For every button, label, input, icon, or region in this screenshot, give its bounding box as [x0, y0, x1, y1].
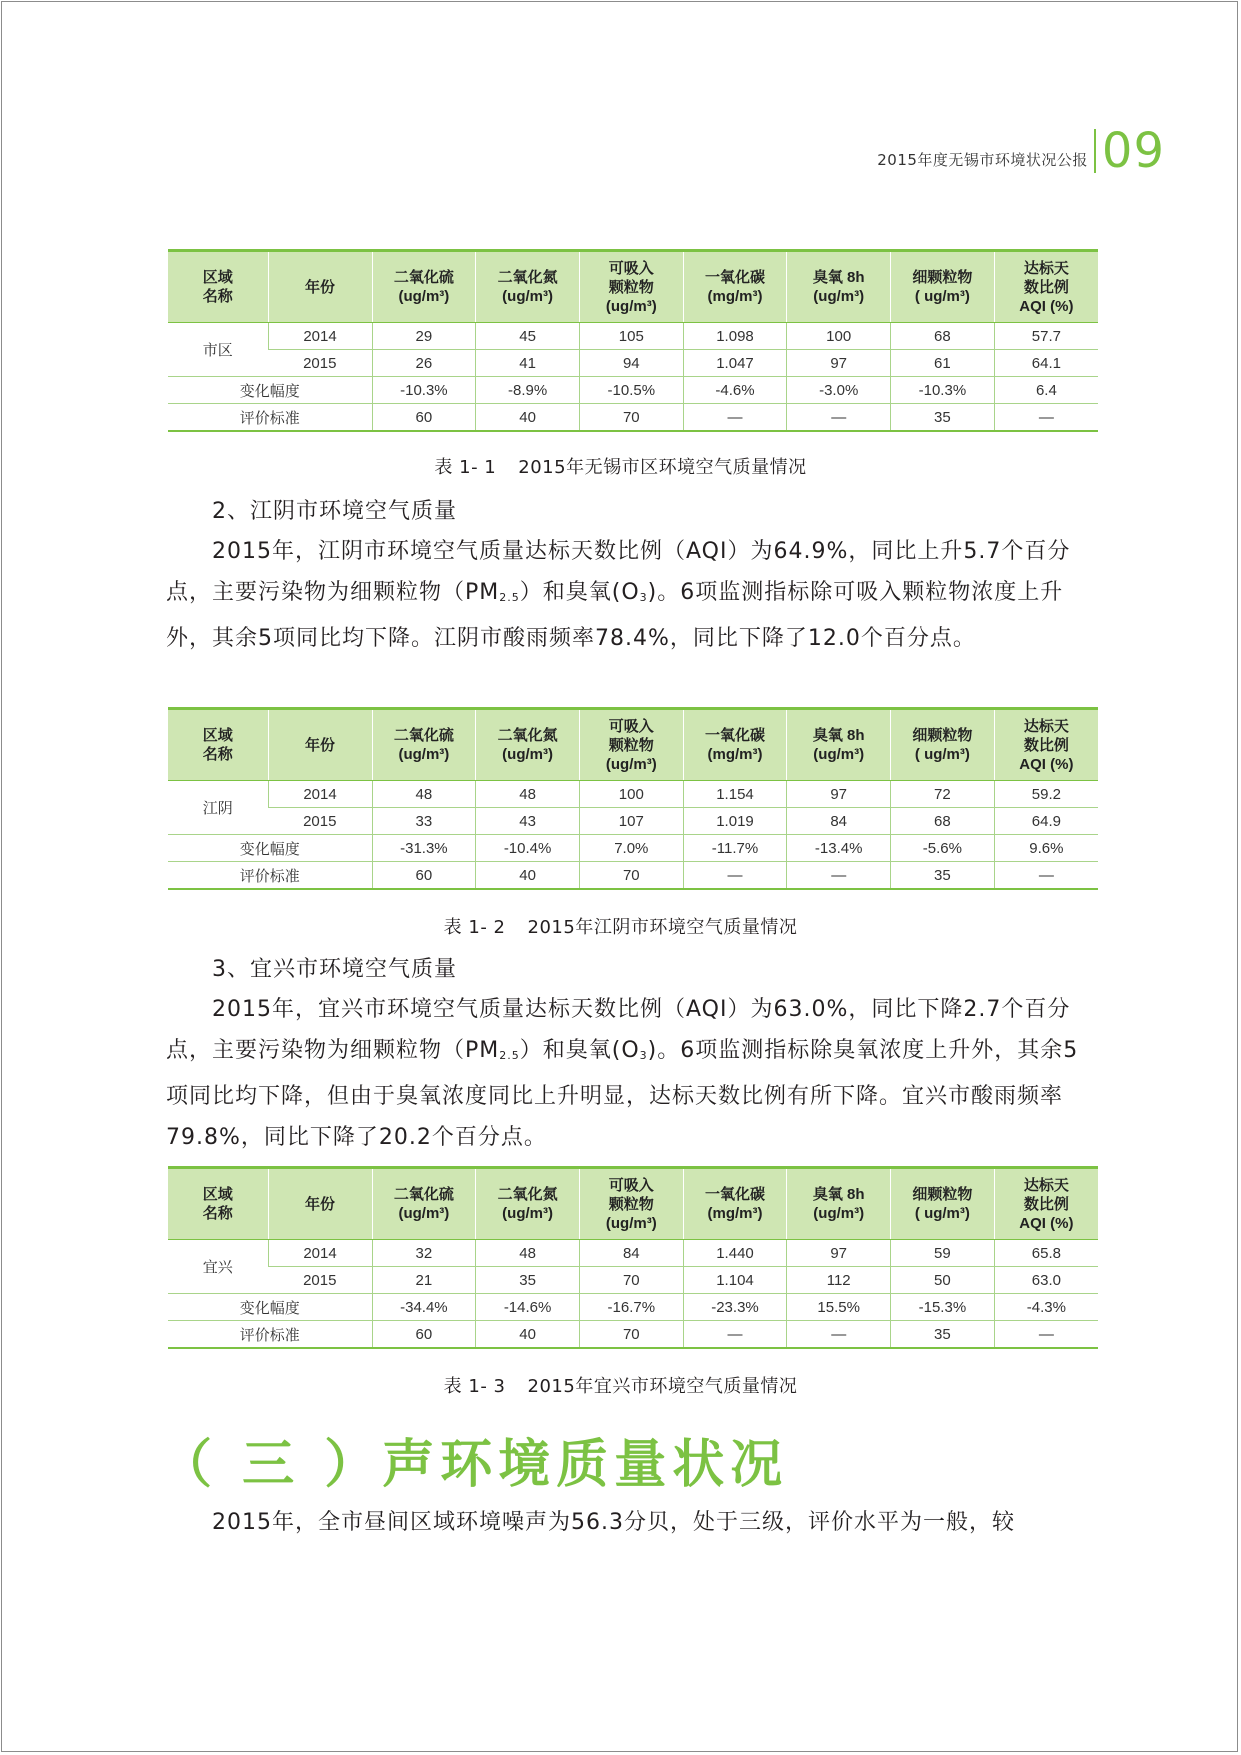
- year-cell: 2015: [268, 350, 372, 377]
- header-aqi: 达标天 数比例 AQI (%): [994, 1168, 1098, 1240]
- value-cell: 70: [579, 1267, 683, 1294]
- value-cell: 15.5%: [787, 1294, 891, 1321]
- value-cell: —: [994, 862, 1098, 890]
- table-header-row: [168, 251, 1098, 323]
- value-cell: 1.047: [683, 350, 787, 377]
- standard-row: [168, 404, 1098, 432]
- paragraph-jiangyin: 2015年，江阴市环境空气质量达标天数比例（AQI）为64.9%，同比上升5.7个百分点，主要污染物为细颗粒物$(PM_{2.5})$和臭氧$(O_3)$。6项监测指标除可吸入颗粒物浓度上升外，其余5项同比均下降。江阴市酸雨频率78.4%，同比下降了12.0个百分点。: [166, 539, 1071, 651]
- change-row: [168, 1294, 1098, 1321]
- air-quality-table-jiangyin: [168, 707, 1098, 890]
- value-cell: 72: [891, 781, 995, 808]
- section-title-noise: （ 三 ）声环境质量状况: [160, 1435, 789, 1495]
- value-cell: 6.4: [994, 377, 1098, 404]
- header-year: 年份: [268, 1168, 372, 1240]
- value-cell: -10.5%: [579, 377, 683, 404]
- value-cell: 48: [476, 781, 580, 808]
- value-cell: 35: [891, 862, 995, 890]
- header-region: 区域 名称: [168, 709, 268, 781]
- header-so2: 二氧化硫 (ug/m³): [372, 709, 476, 781]
- header-year: 年份: [268, 709, 372, 781]
- value-cell: 100: [579, 781, 683, 808]
- page-header: [877, 123, 1165, 179]
- header-aqi: 达标天 数比例 AQI (%): [994, 709, 1098, 781]
- value-cell: 64.9: [994, 808, 1098, 835]
- value-cell: 1.154: [683, 781, 787, 808]
- value-cell: —: [787, 404, 891, 432]
- value-cell: 59.2: [994, 781, 1098, 808]
- header-pm25: 细颗粒物 ( ug/m³): [891, 251, 995, 323]
- value-cell: 100: [787, 323, 891, 350]
- value-cell: —: [683, 404, 787, 432]
- header-o3: 臭氧 8h (ug/m³): [787, 709, 891, 781]
- header-region: 区域 名称: [168, 251, 268, 323]
- table-header-row: [168, 709, 1098, 781]
- value-cell: 35: [476, 1267, 580, 1294]
- region-cell: 江阴: [168, 781, 268, 835]
- value-cell: -10.4%: [476, 835, 580, 862]
- page-number: 09: [1101, 123, 1165, 179]
- value-cell: -34.4%: [372, 1294, 476, 1321]
- header-pm10: 可吸入 颗粒物 (ug/m³): [579, 251, 683, 323]
- header-co: 一氧化碳 (mg/m³): [683, 1168, 787, 1240]
- value-cell: —: [683, 862, 787, 890]
- value-cell: 50: [891, 1267, 995, 1294]
- section-heading-yixing: 3、宜兴市环境空气质量: [212, 957, 457, 982]
- value-cell: 7.0%: [579, 835, 683, 862]
- air-quality-table-yixing: [168, 1166, 1098, 1349]
- value-cell: 65.8: [994, 1240, 1098, 1267]
- value-cell: 35: [891, 404, 995, 432]
- paragraph-noise: 2015年，全市昼间区域环境噪声为56.3分贝，处于三级，评价水平为一般，较: [212, 1510, 1015, 1535]
- header-pm10: 可吸入 颗粒物 (ug/m³): [579, 1168, 683, 1240]
- change-label: 变化幅度: [168, 835, 372, 862]
- value-cell: 40: [476, 404, 580, 432]
- value-cell: —: [787, 862, 891, 890]
- table-row: [168, 1240, 1098, 1267]
- table-row: [168, 350, 1098, 377]
- value-cell: 97: [787, 1240, 891, 1267]
- value-cell: 70: [579, 404, 683, 432]
- change-row: [168, 377, 1098, 404]
- value-cell: —: [994, 1321, 1098, 1349]
- value-cell: 1.440: [683, 1240, 787, 1267]
- value-cell: -13.4%: [787, 835, 891, 862]
- header-no2: 二氧化氮 (ug/m³): [476, 251, 580, 323]
- value-cell: 70: [579, 862, 683, 890]
- value-cell: -23.3%: [683, 1294, 787, 1321]
- air-quality-table-urban: [168, 249, 1098, 432]
- paragraph-yixing: 2015年，宜兴市环境空气质量达标天数比例（AQI）为63.0%，同比下降2.7个百分点，主要污染物为细颗粒物$(PM_{2.5})$和臭氧$(O_3)$。6项监测指标除臭氧浓度上升外，其余5项同比均下降，但由于臭氧浓度同比上升明显，达标天数比例有所下降。宜兴市酸雨频率79.8%，同比下降了20.2个百分点。: [166, 997, 1079, 1150]
- report-title: 2015年度无锡市环境状况公报: [877, 150, 1088, 169]
- header-pm25: 细颗粒物 ( ug/m³): [891, 709, 995, 781]
- standard-row: [168, 1321, 1098, 1349]
- value-cell: 43: [476, 808, 580, 835]
- value-cell: 41: [476, 350, 580, 377]
- value-cell: 84: [579, 1240, 683, 1267]
- value-cell: 60: [372, 862, 476, 890]
- value-cell: -16.7%: [579, 1294, 683, 1321]
- standard-label: 评价标准: [168, 1321, 372, 1349]
- year-cell: 2015: [268, 808, 372, 835]
- standard-row: [168, 862, 1098, 890]
- value-cell: 32: [372, 1240, 476, 1267]
- table-row: [168, 1267, 1098, 1294]
- value-cell: 107: [579, 808, 683, 835]
- value-cell: 1.104: [683, 1267, 787, 1294]
- value-cell: 97: [787, 781, 891, 808]
- value-cell: 60: [372, 1321, 476, 1349]
- standard-label: 评价标准: [168, 404, 372, 432]
- value-cell: -3.0%: [787, 377, 891, 404]
- header-so2: 二氧化硫 (ug/m³): [372, 1168, 476, 1240]
- value-cell: —: [787, 1321, 891, 1349]
- table-caption-3: 表 1- 3 2015年宜兴市环境空气质量情况: [443, 1376, 798, 1397]
- table-header-row: [168, 1168, 1098, 1240]
- value-cell: 29: [372, 323, 476, 350]
- value-cell: 105: [579, 323, 683, 350]
- value-cell: 60: [372, 404, 476, 432]
- table-row: [168, 781, 1098, 808]
- header-year: 年份: [268, 251, 372, 323]
- value-cell: 35: [891, 1321, 995, 1349]
- value-cell: 59: [891, 1240, 995, 1267]
- header-aqi: 达标天 数比例 AQI (%): [994, 251, 1098, 323]
- header-pm25: 细颗粒物 ( ug/m³): [891, 1168, 995, 1240]
- value-cell: —: [994, 404, 1098, 432]
- value-cell: 61: [891, 350, 995, 377]
- value-cell: 68: [891, 323, 995, 350]
- year-cell: 2014: [268, 1240, 372, 1267]
- year-cell: 2014: [268, 781, 372, 808]
- header-so2: 二氧化硫 (ug/m³): [372, 251, 476, 323]
- header-o3: 臭氧 8h (ug/m³): [787, 1168, 891, 1240]
- section-heading-jiangyin: 2、江阴市环境空气质量: [212, 499, 457, 524]
- change-label: 变化幅度: [168, 377, 372, 404]
- change-label: 变化幅度: [168, 1294, 372, 1321]
- value-cell: -15.3%: [891, 1294, 995, 1321]
- header-o3: 臭氧 8h (ug/m³): [787, 251, 891, 323]
- year-cell: 2014: [268, 323, 372, 350]
- value-cell: 40: [476, 862, 580, 890]
- value-cell: 68: [891, 808, 995, 835]
- header-pm10: 可吸入 颗粒物 (ug/m³): [579, 709, 683, 781]
- header-region: 区域 名称: [168, 1168, 268, 1240]
- value-cell: 9.6%: [994, 835, 1098, 862]
- value-cell: 97: [787, 350, 891, 377]
- change-row: [168, 835, 1098, 862]
- table-caption-1: 表 1- 1 2015年无锡市区环境空气质量情况: [434, 457, 807, 478]
- value-cell: 64.1: [994, 350, 1098, 377]
- value-cell: —: [683, 1321, 787, 1349]
- value-cell: 45: [476, 323, 580, 350]
- header-no2: 二氧化氮 (ug/m³): [476, 709, 580, 781]
- table-caption-2: 表 1- 2 2015年江阴市环境空气质量情况: [443, 917, 798, 938]
- value-cell: 33: [372, 808, 476, 835]
- value-cell: -4.6%: [683, 377, 787, 404]
- standard-label: 评价标准: [168, 862, 372, 890]
- value-cell: 48: [476, 1240, 580, 1267]
- table-row: [168, 323, 1098, 350]
- value-cell: 26: [372, 350, 476, 377]
- value-cell: -10.3%: [891, 377, 995, 404]
- value-cell: -4.3%: [994, 1294, 1098, 1321]
- value-cell: 84: [787, 808, 891, 835]
- value-cell: -8.9%: [476, 377, 580, 404]
- value-cell: -5.6%: [891, 835, 995, 862]
- value-cell: 1.019: [683, 808, 787, 835]
- value-cell: -14.6%: [476, 1294, 580, 1321]
- value-cell: 48: [372, 781, 476, 808]
- value-cell: -10.3%: [372, 377, 476, 404]
- value-cell: 57.7: [994, 323, 1098, 350]
- value-cell: 21: [372, 1267, 476, 1294]
- value-cell: 70: [579, 1321, 683, 1349]
- header-divider: [1094, 129, 1096, 173]
- value-cell: 94: [579, 350, 683, 377]
- value-cell: 112: [787, 1267, 891, 1294]
- region-cell: 市区: [168, 323, 268, 377]
- table-row: [168, 808, 1098, 835]
- value-cell: 1.098: [683, 323, 787, 350]
- header-co: 一氧化碳 (mg/m³): [683, 709, 787, 781]
- value-cell: -11.7%: [683, 835, 787, 862]
- value-cell: -31.3%: [372, 835, 476, 862]
- value-cell: 63.0: [994, 1267, 1098, 1294]
- header-co: 一氧化碳 (mg/m³): [683, 251, 787, 323]
- value-cell: 40: [476, 1321, 580, 1349]
- region-cell: 宜兴: [168, 1240, 268, 1294]
- header-no2: 二氧化氮 (ug/m³): [476, 1168, 580, 1240]
- year-cell: 2015: [268, 1267, 372, 1294]
